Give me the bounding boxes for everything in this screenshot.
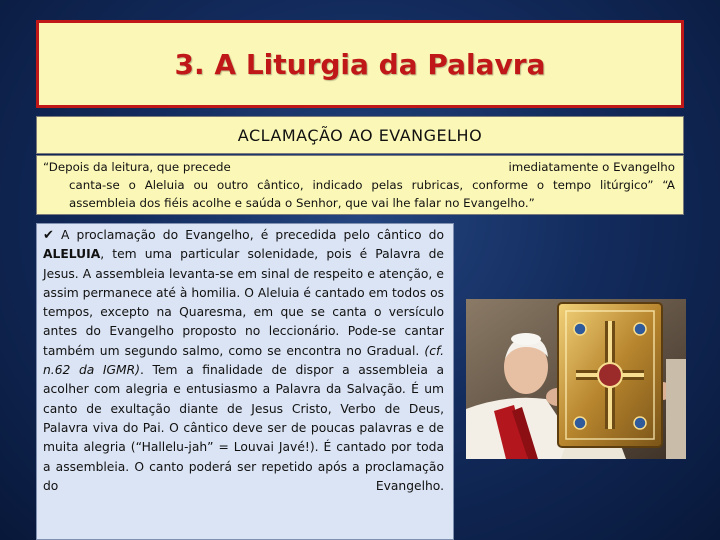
title-panel bbox=[36, 20, 684, 108]
aleluia-bold: ALELUIA bbox=[43, 247, 101, 262]
checkmark-icon: ✔ bbox=[43, 228, 54, 243]
pope-with-gospel-book-photo bbox=[466, 299, 686, 459]
body-paragraph bbox=[43, 226, 444, 496]
body-text-panel bbox=[36, 223, 454, 540]
quote-line-3: assembleia dos fiéis acolhe e saúda o Senhor, que vai lhe falar no Evangelho.” bbox=[69, 196, 535, 210]
subtitle-panel bbox=[36, 116, 684, 154]
quote-line-1-left: “Depois da leitura, que precede bbox=[43, 160, 231, 174]
quote-panel bbox=[36, 155, 684, 215]
body-text-part-2: , tem uma particular solenidade, pois é Palavra de Jesus. A assembleia levanta-se em sinal de respeito e atenção, e assim permanece até à homilia. O Aleluia é cantado em todos os tempos, excepto na Quaresma, em que se canta o versículo antes do Evangelho proposto no leccionário. Pode-se cantar também um segundo salmo, como se encontra no Gradual. bbox=[43, 247, 444, 358]
slide-title: 3. A Liturgia da Palavra bbox=[174, 47, 546, 81]
quote-line-1-right: imediatamente o Evangelho bbox=[508, 160, 675, 174]
body-text-part-3: . Tem a finalidade de dispor a assembleia a acolher com alegria e entusiasmo a Palavra da Salvação. É um canto de exultação diante de Jesus Cristo, Verbo de Deus, Palavra viva do Pai. O cântico deve ser de poucas palavras e de muita alegria (“Hallelu-jah” = Louvai Javé!). É cantado por toda a assembleia. O canto poderá ser repetido após a proclamação do Evangelho. bbox=[43, 363, 444, 493]
quote-line-1 bbox=[43, 158, 675, 176]
section-subtitle: ACLAMAÇÃO AO EVANGELHO bbox=[237, 125, 483, 145]
igmr-citation: (cf. n.62 da IGMR) bbox=[43, 343, 444, 378]
quote-line-2: canta-se o Aleluia ou outro cântico, indicado pelas rubricas, conforme o tempo litúrgico” “A bbox=[69, 178, 675, 192]
body-text-part-1: A proclamação do Evangelho, é precedida pelo cântico do bbox=[53, 228, 444, 242]
